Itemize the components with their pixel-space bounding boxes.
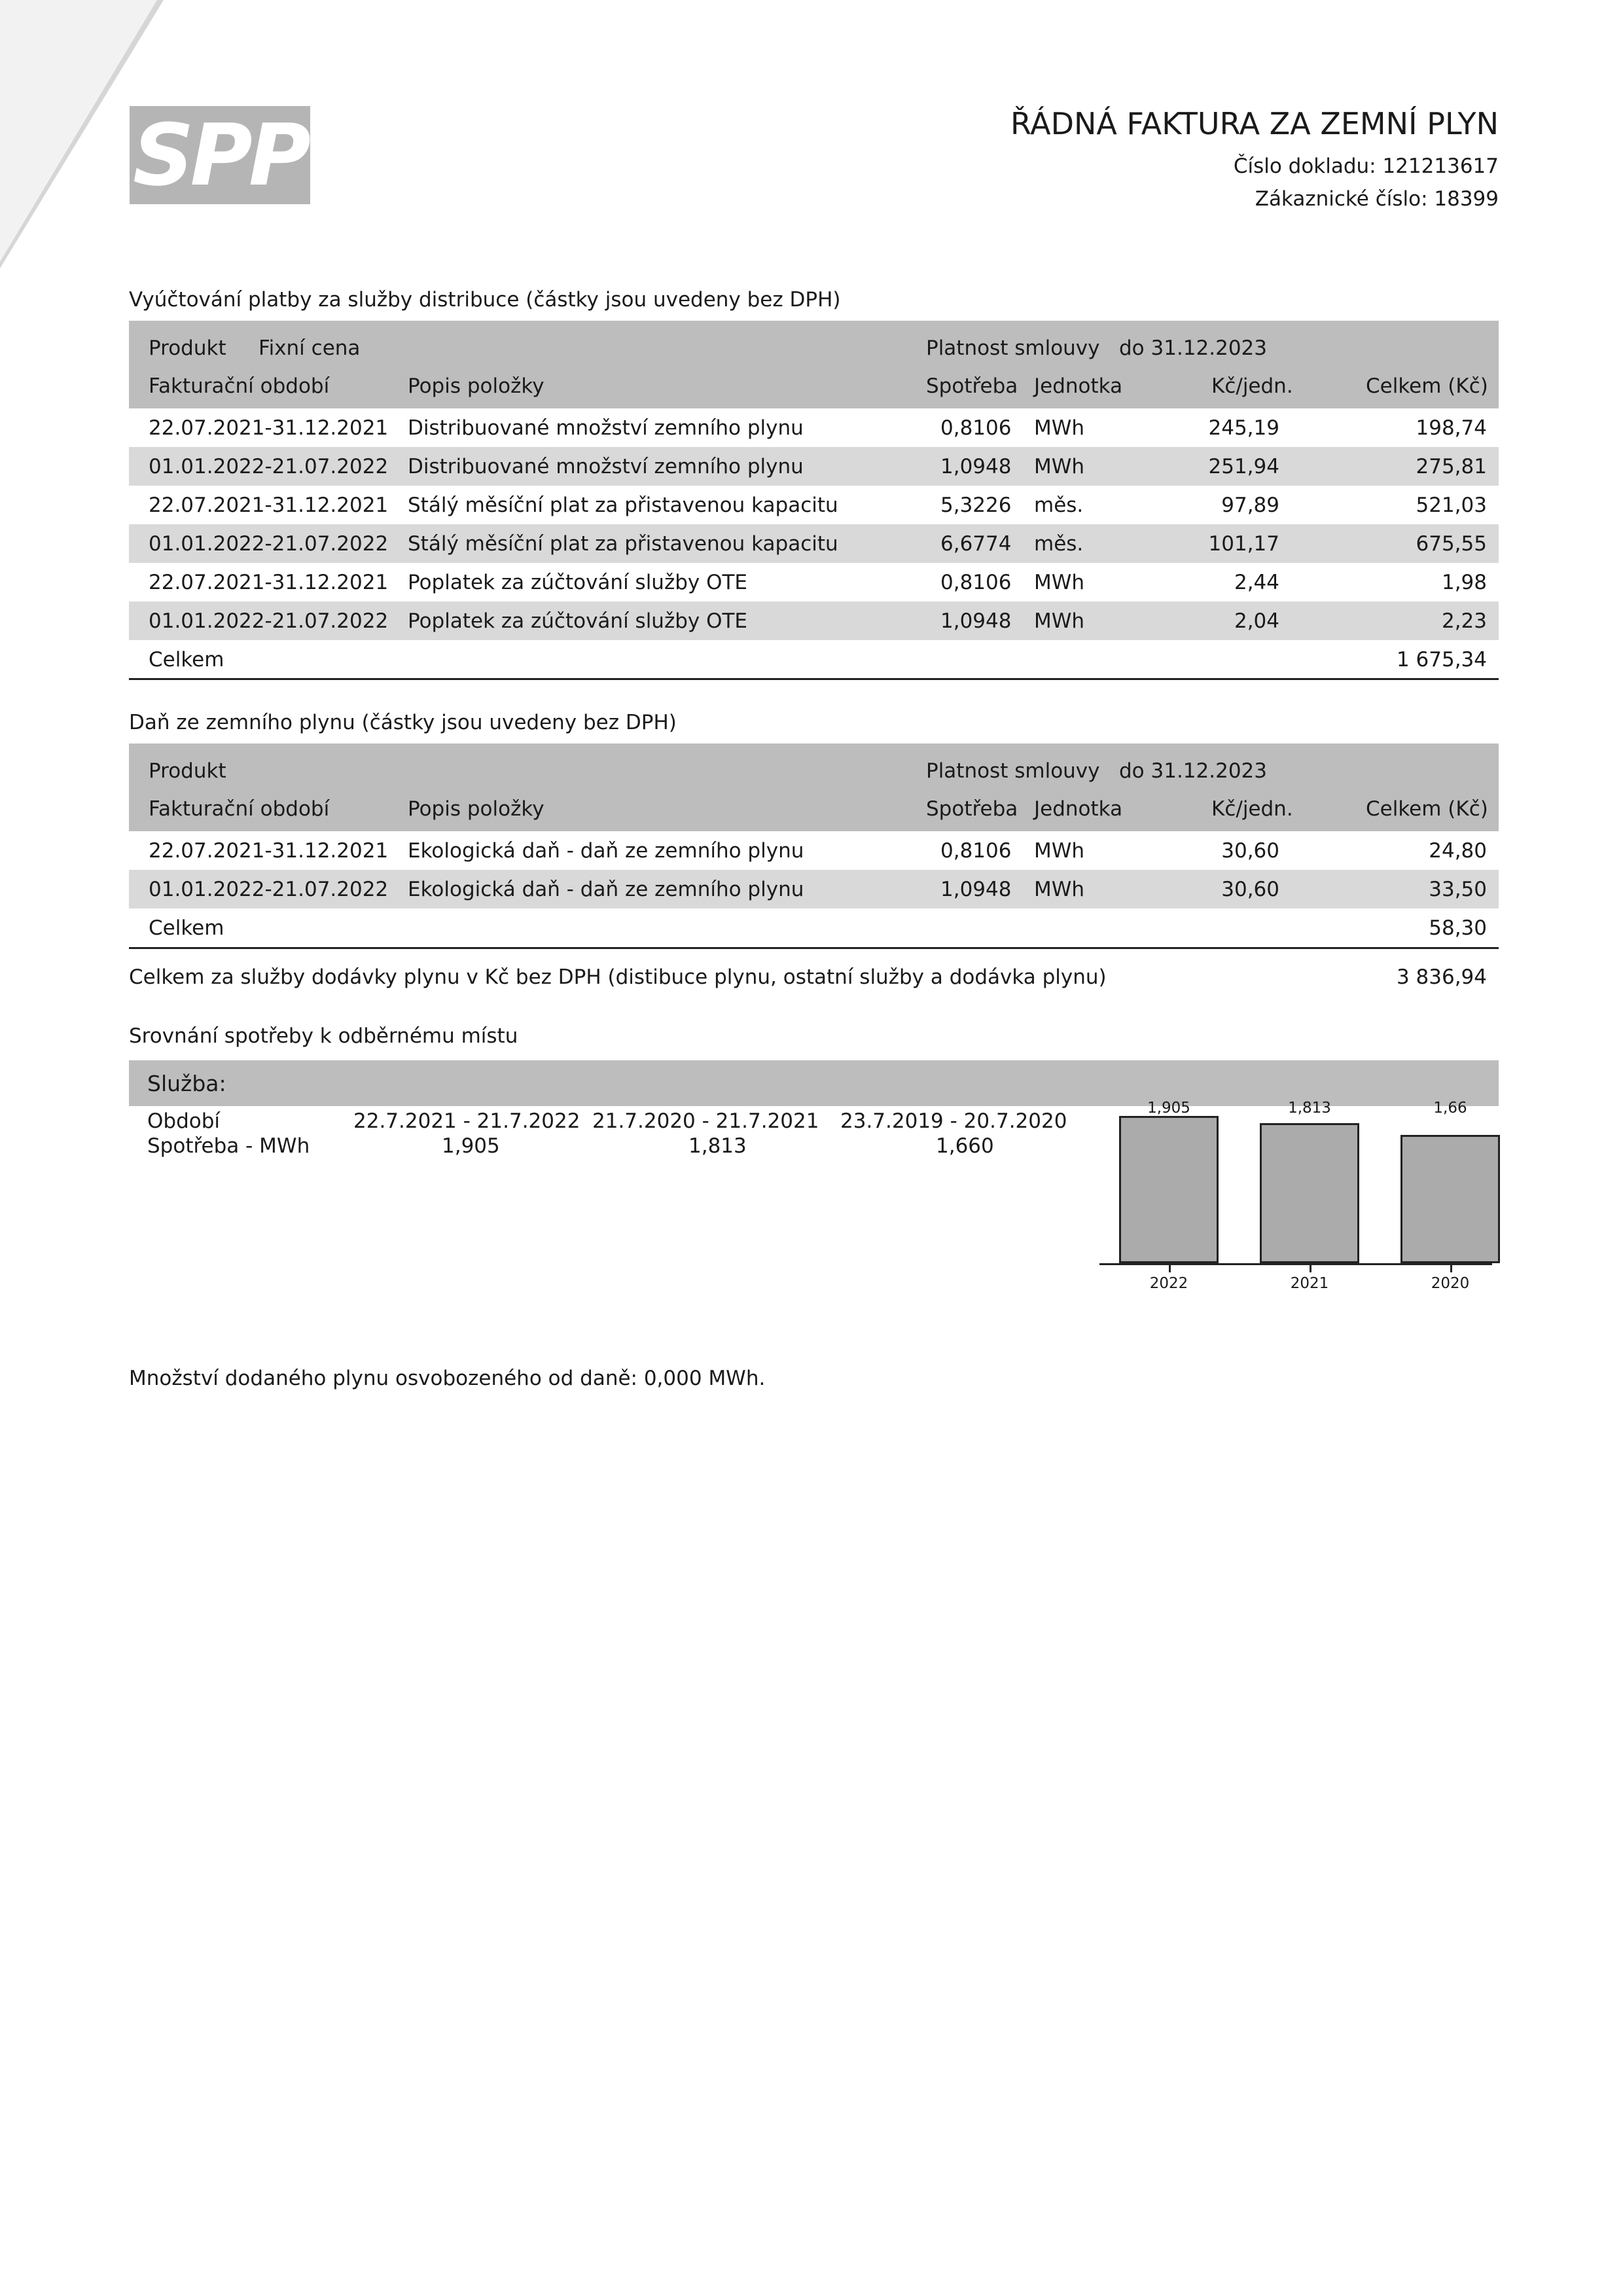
row-consumption: 6,6774 (940, 532, 1012, 556)
row-unit: MWh (1034, 455, 1085, 478)
tax-exempt-note: Množství dodaného plynu osvobozeného od daně: 0,000 MWh. (129, 1367, 766, 1390)
tax-table (129, 744, 1499, 947)
grand-total-label: Celkem za služby dodávky plynu v Kč bez DPH (distibuce plynu, ostatní služby a dodávka plynu) (129, 965, 1107, 989)
row-description: Stálý měsíční plat za přistavenou kapacitu (408, 532, 838, 556)
row-total: 198,74 (1416, 416, 1487, 440)
col-unit: Jednotka (1034, 797, 1123, 821)
row-unit: měs. (1034, 493, 1084, 517)
chart-bar (1119, 1116, 1219, 1263)
row-consumption: 1,0948 (940, 878, 1012, 901)
period-1: 22.7.2021 - 21.7.2022 (353, 1109, 580, 1133)
row-total: 1,98 (1441, 571, 1487, 594)
table-row (129, 447, 1499, 486)
validity-label: Platnost smlouvy (926, 336, 1100, 360)
consumption-2: 1,813 (688, 1134, 747, 1158)
row-description: Ekologická daň - daň ze zemního plynu (408, 878, 804, 901)
col-description: Popis položky (408, 797, 544, 821)
table-row (129, 831, 1499, 870)
row-consumption: 1,0948 (940, 455, 1012, 478)
product-label: Produkt (149, 759, 226, 783)
row-period: 01.01.2022-21.07.2022 (149, 878, 389, 901)
table-row (129, 563, 1499, 601)
row-unit: měs. (1034, 532, 1084, 556)
chart-tick (1310, 1263, 1311, 1272)
chart-value-label: 1,905 (1147, 1100, 1190, 1117)
product-value: Fixní cena (259, 336, 361, 360)
row-unit-price: 101,17 (1208, 532, 1279, 556)
row-period: 22.07.2021-31.12.2021 (149, 493, 389, 517)
row-total: 2,23 (1441, 609, 1487, 633)
spp-logo: SPP (130, 106, 310, 204)
product-label: Produkt (149, 336, 226, 360)
row-unit-price: 245,19 (1208, 416, 1279, 440)
row-unit: MWh (1034, 878, 1085, 901)
validity-value: do 31.12.2023 (1119, 759, 1267, 783)
table-row (129, 486, 1499, 524)
consumption-1: 1,905 (442, 1134, 500, 1158)
row-unit-price: 2,04 (1234, 609, 1279, 633)
row-description: Distribuované množství zemního plynu (408, 416, 804, 440)
row-unit-price: 2,44 (1234, 571, 1279, 594)
distribution-total-row (129, 640, 1499, 679)
row-description: Poplatek za zúčtování služby OTE (408, 571, 748, 594)
row-period: 22.07.2021-31.12.2021 (149, 571, 389, 594)
row-consumption: 0,8106 (940, 839, 1012, 863)
validity-value: do 31.12.2023 (1119, 336, 1267, 360)
row-description: Ekologická daň - daň ze zemního plynu (408, 839, 804, 863)
consumption-bar-chart (1099, 1100, 1499, 1309)
row-total: 675,55 (1416, 532, 1487, 556)
row-description: Distribuované množství zemního plynu (408, 455, 804, 478)
customer-number: Zákaznické číslo: 18399 (1255, 187, 1499, 211)
row-consumption: 0,8106 (940, 571, 1012, 594)
row-unit-price: 251,94 (1208, 455, 1279, 478)
table-row (129, 870, 1499, 908)
col-unit: Jednotka (1034, 374, 1123, 398)
chart-category-label: 2020 (1431, 1275, 1470, 1292)
row-unit: MWh (1034, 416, 1085, 440)
row-unit-price: 30,60 (1221, 878, 1279, 901)
table-row (129, 524, 1499, 563)
chart-bar (1260, 1123, 1359, 1263)
row-period: 22.07.2021-31.12.2021 (149, 839, 389, 863)
distribution-table-header (129, 321, 1499, 408)
col-unit-price: Kč/jedn. (1211, 797, 1293, 821)
row-period: 01.01.2022-21.07.2022 (149, 532, 389, 556)
row-period: 01.01.2022-21.07.2022 (149, 609, 389, 633)
row-unit: MWh (1034, 609, 1085, 633)
distribution-table (129, 321, 1499, 679)
row-consumption: 5,3226 (940, 493, 1012, 517)
table-row (129, 408, 1499, 447)
period-label: Období (147, 1109, 221, 1133)
tax-section-title: Daň ze zemního plynu (částky jsou uvedeny bez DPH) (129, 711, 677, 734)
chart-category-label: 2022 (1149, 1275, 1188, 1292)
chart-tick (1169, 1263, 1171, 1272)
col-consumption: Spotřeba (926, 374, 1018, 398)
validity-label: Platnost smlouvy (926, 759, 1100, 783)
row-unit-price: 30,60 (1221, 839, 1279, 863)
col-period: Fakturační období (149, 374, 330, 398)
distribution-total-rule (129, 678, 1499, 680)
col-total: Celkem (Kč) (1366, 797, 1488, 821)
document-number: Číslo dokladu: 121213617 (1233, 154, 1499, 178)
distribution-rows (129, 408, 1499, 640)
row-total: 521,03 (1416, 493, 1487, 517)
chart-bar (1400, 1135, 1500, 1263)
row-total: 24,80 (1429, 839, 1487, 863)
chart-category-label: 2021 (1290, 1275, 1329, 1292)
total-label: Celkem (149, 916, 224, 940)
consumption-3: 1,660 (936, 1134, 994, 1158)
col-description: Popis položky (408, 374, 544, 398)
col-period: Fakturační období (149, 797, 330, 821)
tax-table-header (129, 744, 1499, 831)
distribution-section-title: Vyúčtování platby za služby distribuce (částky jsou uvedeny bez DPH) (129, 288, 841, 312)
chart-value-label: 1,813 (1288, 1100, 1331, 1117)
grand-total-value: 3 836,94 (1396, 965, 1487, 989)
total-value: 58,30 (1429, 916, 1487, 940)
comparison-section-title: Srovnání spotřeby k odběrnému místu (129, 1024, 518, 1048)
chart-value-label: 1,66 (1433, 1100, 1467, 1117)
col-unit-price: Kč/jedn. (1211, 374, 1293, 398)
tax-total-row (129, 908, 1499, 947)
service-label: Služba: (147, 1071, 226, 1096)
col-total: Celkem (Kč) (1366, 374, 1488, 398)
grand-total-row (129, 965, 1499, 989)
row-total: 33,50 (1429, 878, 1487, 901)
period-2: 21.7.2020 - 21.7.2021 (592, 1109, 819, 1133)
total-value: 1 675,34 (1396, 648, 1487, 672)
consumption-label: Spotřeba - MWh (147, 1134, 310, 1158)
row-unit: MWh (1034, 839, 1085, 863)
chart-x-axis (1099, 1263, 1492, 1265)
row-total: 275,81 (1416, 455, 1487, 478)
row-description: Poplatek za zúčtování služby OTE (408, 609, 748, 633)
row-description: Stálý měsíční plat za přistavenou kapacitu (408, 493, 838, 517)
col-consumption: Spotřeba (926, 797, 1018, 821)
row-consumption: 1,0948 (940, 609, 1012, 633)
chart-tick (1450, 1263, 1452, 1272)
row-consumption: 0,8106 (940, 416, 1012, 440)
total-label: Celkem (149, 648, 224, 672)
tax-rows (129, 831, 1499, 908)
period-3: 23.7.2019 - 20.7.2020 (840, 1109, 1067, 1133)
row-unit: MWh (1034, 571, 1085, 594)
row-period: 01.01.2022-21.07.2022 (149, 455, 389, 478)
table-row (129, 601, 1499, 640)
row-period: 22.07.2021-31.12.2021 (149, 416, 389, 440)
tax-total-rule (129, 947, 1499, 949)
row-unit-price: 97,89 (1221, 493, 1279, 517)
invoice-title: ŘÁDNÁ FAKTURA ZA ZEMNÍ PLYN (1010, 106, 1499, 141)
